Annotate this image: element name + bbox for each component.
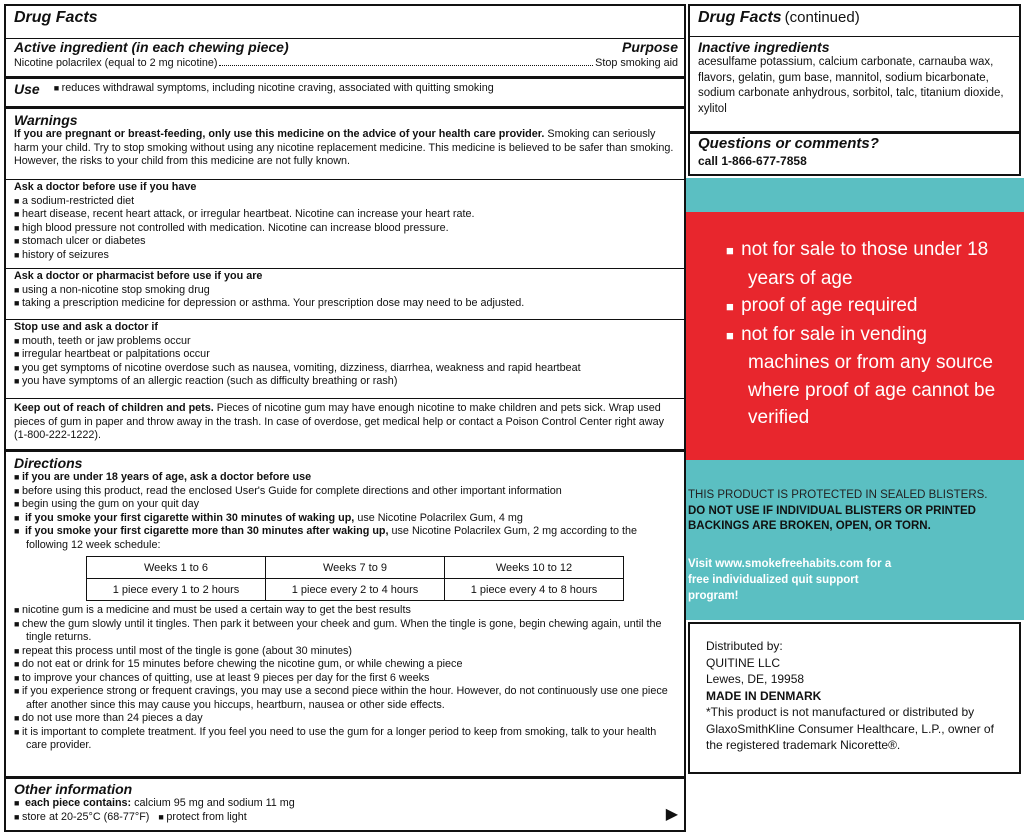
divider — [6, 76, 684, 79]
list-item: ■ do not eat or drink for 15 minutes before chewing the nicotine gum, or while chewing a piece — [14, 658, 676, 672]
keep-out-body: Pieces of nicotine gum may have enough nicotine to make children and pets sick. Wrap used pieces of gum in paper and throw away in the trash. In case of overdose, get medical help or contact a Poison Control Center right away (1-800-222-1222). — [14, 402, 664, 441]
ask-pharmacist-heading: Ask a doctor or pharmacist before use if you are — [14, 270, 263, 282]
table-row — [87, 557, 624, 579]
table-row — [87, 579, 624, 601]
continued-title: Drug Facts — [698, 9, 782, 26]
continued-arrow-icon: ▶ — [665, 806, 678, 823]
title-text: Drug Facts — [14, 9, 98, 26]
list-item: ■ taking a prescription medicine for depression or asthma. Your prescription dose may need to be adjusted. — [14, 297, 676, 311]
bullet-icon: ■ — [726, 243, 742, 258]
table-cell: 1 piece every 4 to 8 hours — [445, 579, 624, 601]
list-item: ■ to improve your chances of quitting, use at least 9 pieces per day for the first 6 weeks — [14, 672, 676, 686]
list-item: ■ you have symptoms of an allergic reaction (such as difficulty breathing or rash) — [14, 375, 676, 389]
inactive-heading: Inactive ingredients — [698, 39, 830, 55]
use-section — [14, 81, 678, 97]
divider — [6, 449, 684, 452]
list-item: ■ using a non-nicotine stop smoking drug — [14, 284, 676, 298]
list-item: ■ begin using the gum on your quit day — [14, 498, 676, 512]
table-cell: 1 piece every 1 to 2 hours — [87, 579, 266, 601]
bullet-icon: ■ — [726, 299, 742, 314]
other-info-heading: Other information — [14, 781, 133, 797]
purpose-value: Stop smoking aid — [595, 57, 678, 69]
list-item: ■ repeat this process until most of the tingle is gone (about 30 minutes) — [14, 645, 676, 659]
each-piece-bold: each piece contains: — [24, 797, 132, 809]
list-item: ■ high blood pressure not controlled with medication. Nicotine can increase blood pressure. — [14, 222, 676, 236]
list-item: ■ stomach ulcer or diabetes — [14, 235, 676, 249]
list-item: ■ history of seizures — [14, 249, 676, 263]
more-30-text: use Nicotine Polacrilex Gum, 2 mg according to the following 12 week schedule: — [26, 525, 637, 551]
blister-line-2: DO NOT USE IF INDIVIDUAL BLISTERS OR PRINTED BACKINGS ARE BROKEN, OPEN, OR TORN. — [688, 504, 976, 532]
divider — [6, 319, 684, 320]
list-item: ■ before using this product, read the enclosed User's Guide for complete directions and other important information — [14, 485, 676, 499]
divider — [690, 36, 1019, 37]
age-notice-item — [726, 236, 1010, 292]
quit-support-promo — [688, 556, 908, 604]
list-item — [14, 797, 676, 811]
dosing-schedule-table — [86, 556, 624, 601]
list-item — [14, 525, 676, 552]
ask-doctor-heading: Ask a doctor before use if you have — [14, 181, 197, 193]
list-item: ■ irregular heartbeat or palpitations occur — [14, 348, 676, 362]
list-item: ■ you get symptoms of nicotine overdose such as nausea, vomiting, dizziness, diarrhea, weakness and rapid heartbeat — [14, 362, 676, 376]
pregnancy-warning — [14, 128, 676, 169]
age-notice-text: not for sale in vending machines or from any source where proof of age cannot be verified — [741, 323, 996, 428]
distributed-by: Distributed by: — [706, 639, 783, 653]
protect-text: ■ protect from light — [158, 811, 246, 823]
divider — [6, 268, 684, 269]
age-notice-item — [726, 321, 1010, 432]
dot-leader — [219, 65, 593, 66]
purpose-heading: Purpose — [621, 39, 678, 55]
pregnancy-bold: If you are pregnant or breast-feeding, only use this medicine on the advice of your health care provider. — [14, 128, 545, 140]
blister-line-1: THIS PRODUCT IS PROTECTED IN SEALED BLISTERS. — [688, 489, 988, 501]
age-restriction-notice — [686, 212, 1024, 460]
more-30-bold: if you smoke your first cigarette more than 30 minutes after waking up, — [24, 525, 389, 537]
age-notice-item — [726, 292, 1010, 321]
stop-use-section — [14, 321, 676, 389]
drug-facts-continued-panel — [688, 4, 1021, 176]
pregnancy-text: Smoking can seriously harm your child. Try to stop smoking without using any nicotine replacement medicine. This medicine is believed to be safer than smoking. However, the risks to your child from this medicine are not fully known. — [14, 128, 674, 167]
table-header-cell: Weeks 10 to 12 — [445, 557, 624, 579]
drug-facts-title — [14, 9, 98, 27]
active-ingredient-heading: Active ingredient (in each chewing piece) — [14, 39, 289, 55]
list-item: ■ chew the gum slowly until it tingles. Then park it between your cheek and gum. When the tingle is gone, begin chewing again, until the tingle returns. — [14, 618, 676, 645]
use-text: ■ reduces withdrawal symptoms, including nicotine craving, associated with quitting smoking — [54, 82, 494, 96]
blister-notice — [688, 488, 1022, 535]
list-item: ■ do not use more than 24 pieces a day — [14, 712, 676, 726]
use-heading: Use — [14, 81, 40, 97]
ask-pharmacist-section — [14, 270, 676, 311]
other-info-section — [14, 781, 676, 824]
store-text: ■ store at 20-25°C (68-77°F) — [14, 811, 149, 823]
list-item: ■ if you experience strong or frequent cravings, you may use a second piece within the hour. However, do not continuously use one piece after another since this may cause you hiccups, heartburn, nausea or other side effects. — [14, 685, 676, 712]
list-item: ■ heart disease, recent heart attack, or irregular heartbeat. Nicotine can increase your heart rate. — [14, 208, 676, 222]
drug-facts-panel — [4, 4, 686, 832]
keep-out-section — [14, 402, 676, 443]
keep-out-text — [14, 402, 676, 443]
divider — [6, 776, 684, 779]
table-header-cell: Weeks 7 to 9 — [266, 557, 445, 579]
list-item: ■ a sodium-restricted diet — [14, 195, 676, 209]
age-notice-text: proof of age required — [741, 295, 918, 316]
continued-label: (continued) — [784, 9, 860, 26]
each-piece-text: calcium 95 mg and sodium 11 mg — [134, 797, 295, 809]
list-item — [14, 512, 676, 526]
active-ingredient-value: Nicotine polacrilex (equal to 2 mg nicotine) — [14, 57, 218, 69]
divider — [690, 131, 1019, 134]
ask-doctor-section — [14, 181, 676, 262]
divider — [6, 179, 684, 180]
list-item — [14, 811, 676, 825]
warnings-heading: Warnings — [14, 112, 78, 128]
age-notice-text: not for sale to those under 18 years of age — [741, 239, 989, 289]
keep-out-bold: Keep out of reach of children and pets. — [14, 402, 214, 414]
directions-section — [14, 455, 676, 753]
divider — [6, 106, 684, 109]
inactive-text: acesulfame potassium, calcium carbonate, carnauba wax, flavors, gelatin, gum base, mannitol, sodium bicarbonate, sodium carbonate anhydrous, sorbitol, talc, titanium dioxide, xylitol — [698, 56, 1004, 115]
active-ingredient-section — [14, 39, 678, 71]
distributor-address: Lewes, DE, 19958 — [706, 672, 805, 686]
bullet-icon: ■ — [726, 327, 742, 343]
within-30-bold: if you smoke your first cigarette within 30 minutes of waking up, — [24, 511, 355, 524]
list-item: ■ if you are under 18 years of age, ask a doctor before use — [14, 471, 676, 485]
questions-phone: call 1-866-677-7858 — [698, 154, 807, 168]
trademark-disclaimer: *This product is not manufactured or distributed by GlaxoSmithKline Consumer Healthcare, L.P., owner of the registered trademark Nicorette®. — [706, 705, 994, 752]
distributor-box — [688, 622, 1021, 774]
stop-use-heading: Stop use and ask a doctor if — [14, 321, 158, 333]
distributor-name: QUITINE LLC — [706, 655, 781, 670]
divider — [6, 398, 684, 399]
directions-heading: Directions — [14, 455, 83, 471]
list-item: ■ nicotine gum is a medicine and must be used a certain way to get the best results — [14, 604, 676, 618]
warnings-section — [14, 112, 676, 169]
made-in: MADE IN DENMARK — [706, 688, 822, 703]
table-header-cell: Weeks 1 to 6 — [87, 557, 266, 579]
table-cell: 1 piece every 2 to 4 hours — [266, 579, 445, 601]
within-30-text: use Nicotine Polacrilex Gum, 4 mg — [357, 511, 523, 524]
questions-heading: Questions or comments? — [698, 135, 879, 152]
list-item: ■ mouth, teeth or jaw problems occur — [14, 335, 676, 349]
list-item: ■ it is important to complete treatment. If you feel you need to use the gum for a longer period to keep from smoking, talk to your health care provider. — [14, 726, 676, 753]
visit-text: Visit www.smokefreehabits.com for a free individualized quit support program! — [688, 558, 892, 602]
